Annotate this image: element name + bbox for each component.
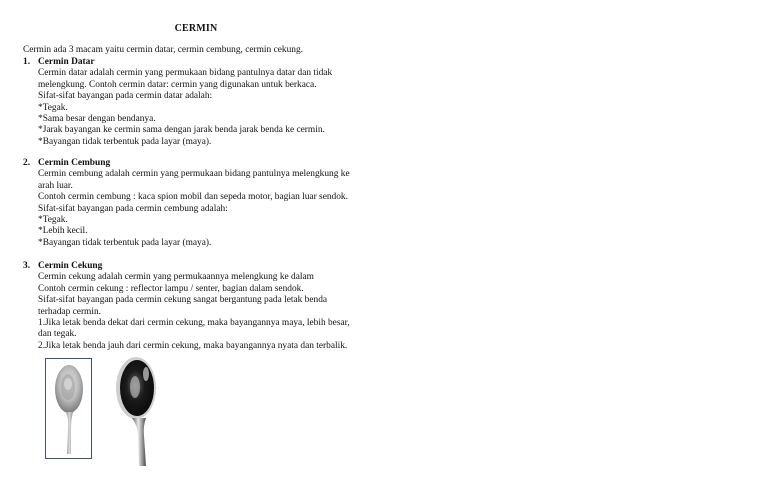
section-body [38, 169, 383, 249]
section-heading [23, 261, 383, 272]
spoon-concave-photo [108, 354, 166, 467]
body-line: 2.Jika letak benda jauh dari cermin cekung, maka bayangannya nyata dan terbalik. [38, 340, 348, 351]
body-line: Sifat-sifat bayangan pada cermin cekung sangat bergantung pada letak benda [38, 295, 328, 306]
spoon-concave-icon [108, 354, 166, 467]
body-line: dan tegak. [38, 329, 77, 340]
body-line: Cermin datar adalah cermin yang permukaan bidang pantulnya datar dan tidak [38, 68, 333, 79]
spoon-convex-photo [45, 358, 92, 459]
section-number: 3. [23, 261, 31, 271]
section-cermin-datar [23, 57, 383, 148]
section-heading [23, 57, 383, 68]
body-line: Cermin cekung adalah cermin yang permukaannya melengkung ke dalam [38, 272, 314, 283]
body-line: arah luar. [38, 180, 73, 191]
section-cermin-cembung [23, 158, 383, 249]
body-line: *Bayangan tidak terbentuk pada layar (maya). [38, 237, 212, 248]
section-title: Cermin Cekung [38, 261, 103, 271]
section-number: 1. [23, 57, 31, 67]
body-line: Contoh cermin cembung : kaca spion mobil dan sepeda motor, bagian luar sendok. [38, 192, 348, 203]
body-line: terhadap cermin. [38, 306, 101, 317]
body-line: *Sama besar dengan bendanya. [38, 114, 156, 125]
body-line: 1.Jika letak benda dekat dari cermin cekung, maka bayangannya maya, lebih besar, [38, 318, 350, 329]
section-title: Cermin Datar [38, 57, 95, 67]
body-line: Sifat-sifat bayangan pada cermin datar adalah: [38, 91, 213, 102]
section-body [38, 68, 383, 148]
intro-text: Cermin ada 3 macam yaitu cermin datar, cermin cembung, cermin cekung. [23, 45, 303, 55]
page-title: CERMIN [174, 23, 218, 34]
section-number: 2. [23, 158, 31, 168]
body-line: Contoh cermin cekung : reflector lampu / senter, bagian dalam sendok. [38, 283, 304, 294]
body-line: *Lebih kecil. [38, 226, 88, 237]
body-line: melengkung. Contoh cermin datar: cermin yang digunakan untuk berkaca. [38, 79, 317, 90]
body-line: Sifat-sifat bayangan pada cermin cembung adalah: [38, 203, 228, 214]
section-cermin-cekung [23, 261, 383, 352]
body-line: *Jarak bayangan ke cermin sama dengan jarak benda jarak benda ke cermin. [38, 125, 325, 136]
body-line: *Tegak. [38, 102, 68, 113]
body-line: *Bayangan tidak terbentuk pada layar (maya). [38, 136, 212, 147]
section-body [38, 272, 383, 352]
section-heading [23, 158, 383, 169]
spoon-convex-icon [46, 359, 91, 458]
section-title: Cermin Cembung [38, 158, 111, 168]
body-line: Cermin cembung adalah cermin yang permukaan bidang pantulnya melengkung ke [38, 169, 350, 180]
body-line: *Tegak. [38, 215, 68, 226]
